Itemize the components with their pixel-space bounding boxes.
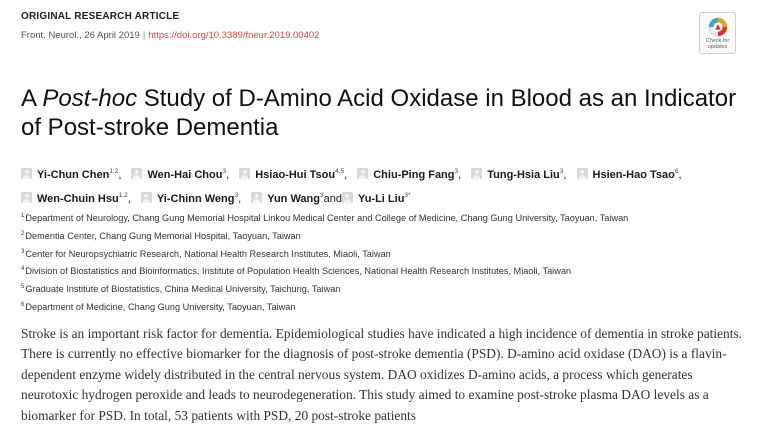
affiliation-item	[21, 298, 751, 316]
affiliation-text: Department of Neurology, Chang Gung Memorial Hospital Linkou Medical Center and College of Medicine, Chang Gung University, Taoyuan, Taiwan	[25, 213, 629, 223]
author-item[interactable]: Yi-Chun Chen$^{1,2}$,	[21, 169, 128, 181]
author-avatar-icon	[342, 192, 353, 203]
author-name: Yun Wang	[267, 192, 320, 205]
affiliation-text: Department of Medicine, Chang Gung University, Taoyuan, Taiwan	[25, 301, 296, 312]
author-name: Yu-Li Liu	[357, 192, 405, 205]
author-avatar-icon	[21, 192, 32, 203]
affiliation-item	[21, 280, 751, 298]
author-list	[21, 162, 751, 209]
author-item[interactable]	[342, 193, 411, 205]
author-affiliation-sup: 3*	[404, 191, 411, 199]
abstract-text: Stroke is an important risk factor for dementia. Epidemiological studies have indicated a high incidence of dementia in stroke patients. There is currently no effective biomarker for the diagnosis of post-stroke dementia (PSD). D-amino acid oxidase (DAO) is a flavin-dependent enzyme widely distributed in the central nervous system. DAO oxidizes D-amino acids, a process which generates neurotoxic hydrogen peroxide and leads to neurodegeneration. This study aimed to examine post-stroke plasma DAO levels as a biomarker for PSD. In total, 53 patients with PSD, 20 post-stroke patients	[21, 326, 743, 423]
author-avatar-icon	[471, 168, 482, 179]
affiliation-item	[21, 227, 751, 245]
affiliation-number: 1	[21, 213, 25, 219]
affiliation-item	[21, 245, 751, 263]
affiliation-number: 6	[21, 301, 25, 308]
author-affiliation-sup: 3	[222, 168, 227, 175]
author-affiliation-sup: 3	[319, 191, 324, 199]
author-affiliation-sup: 3	[559, 168, 564, 175]
affiliation-text: Dementia Center, Chang Gung Memorial Hospital, Taoyuan, Taiwan	[25, 230, 301, 241]
author-name: Wen-Chuin Hsu	[37, 192, 119, 205]
author-item[interactable]: Yi-Chinn Weng$^3$,	[141, 193, 248, 205]
author-avatar-icon	[141, 192, 152, 203]
author-affiliation-sup: 3	[454, 168, 459, 175]
author-name: Hsiao-Hui Tsou	[255, 169, 336, 181]
meta-separator: |	[142, 30, 146, 41]
crossmark-icon	[708, 17, 728, 37]
title-rest: Study of D-Amino Acid Oxidase in Blood as an Indicator of Post-stroke Dementia	[21, 85, 737, 141]
author-item[interactable]: Chiu-Ping Fang$^3$,	[357, 169, 468, 181]
author-affiliation-sup: 6	[674, 168, 679, 175]
affiliation-list	[21, 209, 751, 316]
affiliation-number: 5	[21, 284, 25, 291]
check-for-updates-badge[interactable]	[699, 12, 736, 54]
author-avatar-icon	[21, 168, 32, 179]
author-avatar-icon	[357, 168, 368, 179]
title-italic: Post-hoc	[42, 85, 138, 112]
affiliation-text: Graduate Institute of Biostatistics, China Medical University, Taichung, Taiwan	[25, 284, 341, 295]
author-name: Tung-Hsia Liu	[487, 169, 560, 181]
affiliation-number: 2	[21, 230, 25, 237]
doi-link[interactable]: https://doi.org/10.3389/fneur.2019.00402	[148, 30, 320, 41]
author-name: Yi-Chun Chen	[37, 169, 110, 181]
author-name: Wen-Hai Chou	[147, 169, 223, 181]
check-for-updates-label: Check for updates	[705, 38, 730, 50]
author-item[interactable]: Wen-Chuin Hsu$^{1,2}$,	[21, 193, 138, 205]
author-avatar-icon	[577, 168, 588, 179]
journal-date: Front. Neurol., 26 April 2019	[21, 30, 140, 41]
author-item[interactable]: Hsien-Hao Tsao$^6$,	[577, 169, 689, 181]
affiliation-number: 4	[21, 266, 25, 273]
author-avatar-icon	[131, 168, 142, 179]
affiliation-item	[21, 262, 751, 280]
author-avatar-icon	[251, 192, 262, 203]
author-name: Yi-Chinn Weng	[156, 192, 235, 205]
authors-and: and	[323, 192, 342, 205]
author-item[interactable]: Tung-Hsia Liu$^3$,	[471, 169, 573, 181]
article-type-label: ORIGINAL RESEARCH ARTICLE	[21, 11, 180, 22]
author-name: Hsien-Hao Tsao	[592, 169, 675, 181]
affiliation-item	[21, 209, 751, 227]
article-meta	[21, 30, 319, 41]
affiliation-number: 3	[21, 248, 25, 255]
author-item[interactable]: Hsiao-Hui Tsou$^{4,5}$,	[239, 169, 354, 181]
author-name: Chiu-Ping Fang	[373, 169, 455, 181]
author-affiliation-sup: 1,2	[109, 168, 119, 175]
affiliation-text: Division of Biostatistics and Bioinformatics, Institute of Population Health Sciences, National Health Research Institutes, Miaoli, Taiwan	[25, 266, 572, 277]
title-prefix: A	[21, 85, 43, 112]
article-title	[21, 84, 751, 142]
author-affiliation-sup: 1,2	[118, 191, 128, 199]
author-item[interactable]	[251, 193, 323, 205]
author-affiliation-sup: 4,5	[335, 168, 345, 175]
affiliation-text: Center for Neuropsychiatric Research, National Health Research Institutes, Miaoli, Taiwan	[25, 248, 391, 259]
author-item[interactable]: Wen-Hai Chou$^3$,	[131, 169, 236, 181]
author-affiliation-sup: 3	[234, 191, 239, 199]
author-avatar-icon	[239, 168, 250, 179]
